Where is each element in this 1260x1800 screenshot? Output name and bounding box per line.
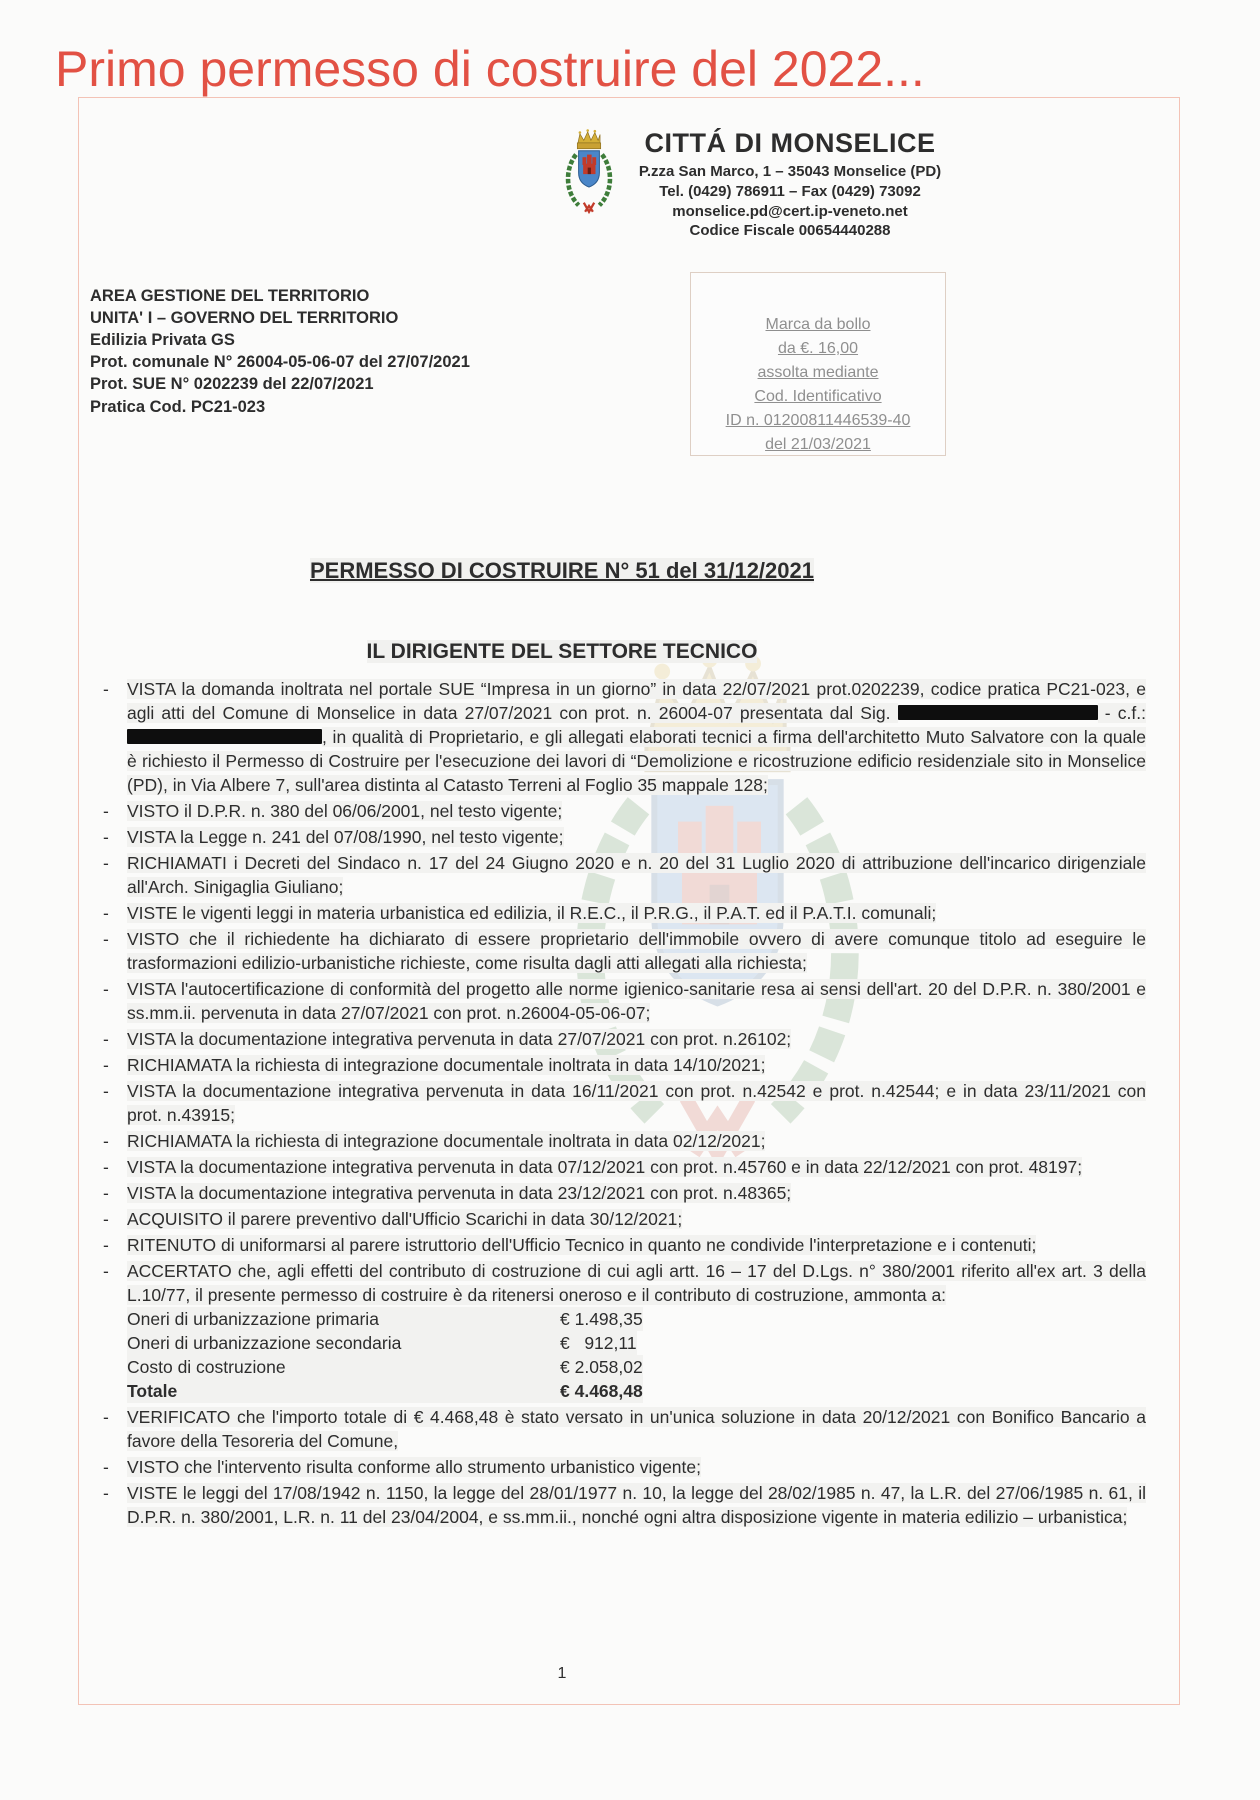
page-title: Primo permesso di costruire del 2022... <box>55 41 925 97</box>
list-item <box>100 1259 1146 1403</box>
fee-row <box>127 1355 1146 1379</box>
list-item <box>100 901 1146 925</box>
document-subtitle: IL DIRIGENTE DEL SETTORE TECNICO <box>366 640 758 663</box>
stamp-line: ID n. 01200811446539-40 <box>725 412 911 429</box>
bullet-text <box>127 801 562 821</box>
list-item <box>100 977 1146 1025</box>
bullet-dash: - <box>103 801 109 821</box>
bullet-text-segment: VISTA l'autocertificazione di conformità del progetto alle norme igienico-sanitarie resa ai sensi dell'art. 20 del D.P.R. n. 380/2001 e ss.mm.ii. pervenuta in data 27/07/2021 con prot. n.26004-05-06-07; <box>127 979 1146 1023</box>
list-item <box>100 1233 1146 1257</box>
list-item <box>100 1405 1146 1453</box>
bullet-text-segment: VISTE le leggi del 17/08/1942 n. 1150, la legge del 28/01/1977 n. 10, la legge del 28/02/1985 n. 47, la L.R. del 27/06/1985 n. 61, il D.P.R. n. 380/2001, L.R. n. 11 del 23/04/2004, e ss.mm.ii., nonché ogni altra disposizione vigente in materia edilizio – urbanistica; <box>127 1483 1146 1527</box>
bullet-dash: - <box>103 1209 109 1229</box>
bullet-text-segment: VISTO che l'intervento risulta conforme allo strumento urbanistico vigente; <box>127 1457 701 1477</box>
city-header <box>615 128 965 241</box>
bullet-text-segment: VISTO che il richiedente ha dichiarato di essere proprietario dell'immobile ovvero di avere comunque titolo ad eseguire le trasformazioni edilizio-urbanistiche richieste, come risulta dagli atti allegati alla richiesta; <box>127 929 1146 973</box>
fee-row <box>127 1331 1146 1355</box>
list-item <box>100 1129 1146 1153</box>
bullet-text <box>127 903 936 923</box>
list-item <box>100 1207 1146 1231</box>
list-item <box>100 1079 1146 1127</box>
bullet-text-segment: RITENUTO di uniformarsi al parere istruttorio dell'Ufficio Tecnico in quanto ne condivide l'interpretazione e i contenuti; <box>127 1235 1037 1255</box>
bullet-text-segment: - c.f.: <box>1097 703 1146 723</box>
bullet-dash: - <box>103 1407 109 1427</box>
bullet-text-segment: VISTO il D.P.R. n. 380 del 06/06/2001, nel testo vigente; <box>127 801 563 821</box>
bullet-text <box>127 1457 701 1477</box>
fee-label: Costo di costruzione <box>127 1355 560 1379</box>
list-item <box>100 1455 1146 1479</box>
bullet-text <box>127 1157 1082 1177</box>
bullet-text <box>127 1407 1146 1451</box>
stamp-duty-box <box>690 272 946 456</box>
bullet-dash: - <box>103 929 109 949</box>
bullet-text <box>127 679 1146 795</box>
city-fiscal-code: Codice Fiscale 00654440288 <box>689 222 891 240</box>
list-item <box>100 1155 1146 1179</box>
fee-row <box>127 1379 1146 1403</box>
stamp-line: assolta mediante <box>757 364 879 381</box>
bullet-dash: - <box>103 1183 109 1203</box>
office-block <box>90 285 470 418</box>
redaction-bar <box>127 729 322 744</box>
office-line: Edilizia Privata GS <box>90 331 235 350</box>
bullet-text <box>127 1483 1146 1527</box>
list-item <box>100 1053 1146 1077</box>
bullet-text-segment: VISTA la documentazione integrativa pervenuta in data 16/11/2021 con prot. n.42542 e prot. n.42544; e in data 23/11/2021 con prot. n.43915; <box>127 1081 1146 1125</box>
bullet-dash: - <box>103 1081 109 1101</box>
bullet-text-segment: ACCERTATO che, agli effetti del contributo di costruzione di cui agli artt. 16 – 17 del D.Lgs. n° 380/2001 riferito all'ex art. 3 della L.10/77, il presente permesso di costruire è da ritenersi oneroso e il contributo di costruzione, ammonta a: <box>127 1261 1146 1305</box>
office-line: Prot. comunale N° 26004-05-06-07 del 27/07/2021 <box>90 353 470 372</box>
bullet-text-segment: , in qualità di Proprietario, e gli allegati elaborati tecnici a firma dell'architetto Muto Salvatore con la quale è richiesto il Permesso di Costruire per l'esecuzione dei lavori di “Demolizione e ricostruzione edificio residenziale sito in Monselice (PD), in Via Albere 7, sull'area distinta al Catasto Terreni al Foglio 35 mappale 128; <box>127 727 1146 795</box>
list-item <box>100 1181 1146 1205</box>
bullet-text-segment: VISTA la documentazione integrativa pervenuta in data 27/07/2021 con prot. n.26102; <box>127 1029 792 1049</box>
fee-value: € 4.468,48 <box>560 1381 643 1401</box>
office-line: Pratica Cod. PC21-023 <box>90 397 266 416</box>
bullet-dash: - <box>103 679 109 699</box>
bullet-dash: - <box>103 1261 109 1281</box>
city-phone-fax: Tel. (0429) 786911 – Fax (0429) 73092 <box>659 182 921 200</box>
fees-table <box>127 1307 1146 1403</box>
bullet-text-segment: ACQUISITO il parere preventivo dall'Ufficio Scarichi in data 30/12/2021; <box>127 1209 683 1229</box>
bullet-dash: - <box>103 1483 109 1503</box>
bullet-text <box>127 1055 765 1075</box>
list-item <box>100 851 1146 899</box>
office-line: UNITA' I – GOVERNO DEL TERRITORIO <box>90 309 399 328</box>
bullet-text <box>127 1209 682 1229</box>
stamp-line: del 21/03/2021 <box>765 436 871 453</box>
bullet-dash: - <box>103 1457 109 1477</box>
bullet-text <box>127 1131 765 1151</box>
bullet-text <box>127 1183 791 1203</box>
bullet-list <box>100 677 1146 1531</box>
bullet-text-segment: RICHIAMATI i Decreti del Sindaco n. 17 del 24 Giugno 2020 e n. 20 del 31 Luglio 2020 di attribuzione dell'incarico dirigenziale all'Arch. Sinigaglia Giuliano; <box>127 853 1146 897</box>
bullet-dash: - <box>103 1055 109 1075</box>
list-item <box>100 1027 1146 1051</box>
bullet-text <box>127 1261 1146 1305</box>
page-number: 1 <box>557 1665 567 1682</box>
bullet-text <box>127 853 1146 897</box>
bullet-text <box>127 1081 1146 1125</box>
list-item <box>100 799 1146 823</box>
bullet-dash: - <box>103 853 109 873</box>
monselice-coat-of-arms-icon <box>556 126 622 230</box>
bullet-text-segment: VISTA la documentazione integrativa pervenuta in data 07/12/2021 con prot. n.45760 e in data 22/12/2021 con prot. 48197; <box>127 1157 1083 1177</box>
city-name: CITTÁ DI MONSELICE <box>644 128 936 158</box>
list-item <box>100 825 1146 849</box>
city-email: monselice.pd@cert.ip-veneto.net <box>672 202 908 220</box>
bullet-text-segment: VISTA la Legge n. 241 del 07/08/1990, nel testo vigente; <box>127 827 564 847</box>
city-address: P.zza San Marco, 1 – 35043 Monselice (PD) <box>638 163 942 180</box>
bullet-text <box>127 979 1146 1023</box>
fee-label: Oneri di urbanizzazione primaria <box>127 1307 560 1331</box>
fee-value: € 912,11 <box>560 1333 637 1353</box>
bullet-text <box>127 827 564 847</box>
bullet-text <box>127 1235 1036 1255</box>
bullet-dash: - <box>103 1131 109 1151</box>
office-line: AREA GESTIONE DEL TERRITORIO <box>90 287 370 305</box>
list-item <box>100 677 1146 797</box>
list-item <box>100 1481 1146 1529</box>
list-item <box>100 927 1146 975</box>
bullet-dash: - <box>103 1235 109 1255</box>
redaction-bar <box>898 705 1098 720</box>
fee-value: € 1.498,35 <box>560 1309 643 1329</box>
fee-value: € 2.058,02 <box>560 1357 643 1377</box>
fee-row <box>127 1307 1146 1331</box>
stamp-line: da €. 16,00 <box>777 340 859 357</box>
document-title: PERMESSO DI COSTRUIRE N° 51 del 31/12/2021 <box>310 558 814 583</box>
bullet-dash: - <box>103 979 109 999</box>
bullet-dash: - <box>103 827 109 847</box>
bullet-text-segment: VERIFICATO che l'importo totale di € 4.468,48 è stato versato in un'unica soluzione in data 20/12/2021 con Bonifico Bancario a favore della Tesoreria del Comune, <box>127 1407 1146 1451</box>
bullet-text-segment: VISTA la documentazione integrativa pervenuta in data 23/12/2021 con prot. n.48365; <box>127 1183 792 1203</box>
bullet-dash: - <box>103 1029 109 1049</box>
fee-label: Oneri di urbanizzazione secondaria <box>127 1331 560 1355</box>
bullet-text-segment: RICHIAMATA la richiesta di integrazione documentale inoltrata in data 02/12/2021; <box>127 1131 766 1151</box>
stamp-line: Cod. Identificativo <box>754 388 882 405</box>
bullet-text <box>127 929 1146 973</box>
bullet-text <box>127 1029 791 1049</box>
bullet-text-segment: VISTE le vigenti leggi in materia urbanistica ed edilizia, il R.E.C., il P.R.G., il P.A.T. ed il P.A.T.I. comunali; <box>127 903 937 923</box>
bullet-dash: - <box>103 1157 109 1177</box>
office-line: Prot. SUE N° 0202239 del 22/07/2021 <box>90 375 374 394</box>
bullet-text-segment: VISTA la domanda inoltrata nel portale SUE “Impresa in un giorno” in data 22/07/2021 prot.0202239, codice pratica PC21-023, e agli atti del Comune di Monselice in data 27/07/2021 con prot. n. 26004-07 presentata dal Sig. <box>127 679 1146 723</box>
fee-label: Totale <box>127 1379 560 1403</box>
bullet-dash: - <box>103 903 109 923</box>
bullet-text-segment: RICHIAMATA la richiesta di integrazione documentale inoltrata in data 14/10/2021; <box>127 1055 766 1075</box>
stamp-line: Marca da bollo <box>765 316 871 333</box>
